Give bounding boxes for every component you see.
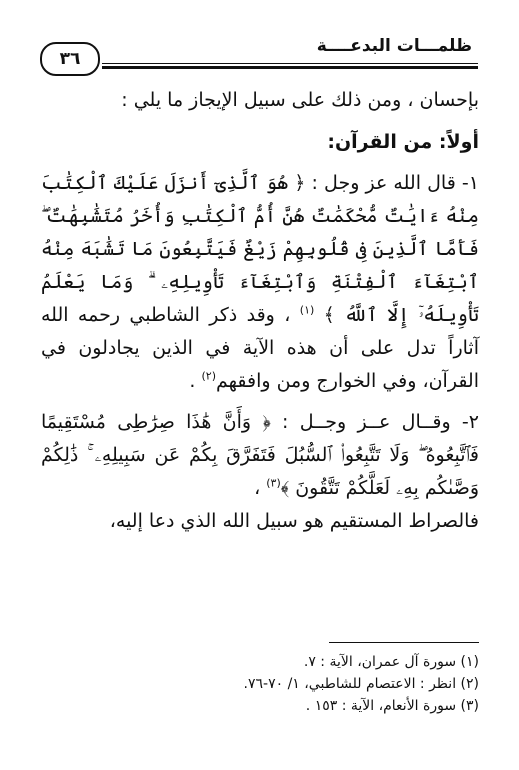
footnote-ref-2: (٢) [201,369,216,383]
intro-line: بإحسان ، ومن ذلك على سبيل الإيجاز ما يلي : [121,89,479,111]
item-1-verse: ﴿ هُوَ ٱلَّذِىٓ أَنزَلَ عَلَيْكَ ٱلْكِتَٰبَ مِنْهُ ءَايَٰتٌ مُّحْكَمَٰتٌ هُنَّ أُمُّ ٱلْكِتَٰبِ وَأُخَرُ مُتَشَٰبِهَٰتٌ ۖ فَأَمَّا ٱلَّذِينَ فِى قُلُوبِهِمْ زَيْغٌ فَيَتَّبِعُونَ مَا تَشَٰبَهَ مِنْهُ ٱبْتِغَآءَ ٱلْفِتْنَةِ وَٱبْتِغَآءَ تَأْوِيلِهِۦ ۗ وَمَا يَعْلَمُ تَأْوِيلَهُۥٓ إِلَّا ٱللَّهُ ﴾ [41,172,480,326]
item-2-verse: ﴿ وَأَنَّ هَٰذَا صِرَٰطِى مُسْتَقِيمًا فَٱتَّبِعُوهُ ۖ وَلَا تَتَّبِعُوا۟ ٱلسُّبُلَ فَتَفَرَّقَ بِكُمْ عَن سَبِيلِهِۦ ۚ ذَٰلِكُمْ وَصَّىٰكُم بِهِۦ لَعَلَّكُمْ تَتَّقُونَ ﴾ [41,411,479,499]
footnote-rule [329,642,479,643]
quran-item-1 [41,167,479,398]
item-1-end: . [189,370,196,392]
footnote-ref-3: (٣) [266,476,281,490]
footnotes [41,642,479,717]
item-1-commentary: ، وقد ذكر الشاطبي رحمه الله آثاراً تدل على أن هذه الآية في الذين يجادلون في القرآن، وفي الخوارج ومن وافقهم [41,304,479,392]
item-2-lead: ٢- وقــال عــز وجــل : [282,411,480,433]
item-1-lead: ١- قال الله عز وجل : [311,172,479,194]
footnote-ref-1: (١) [299,303,315,317]
footnote-3: (٣) سورة الأنعام، الآية : ١٥٣ . [305,698,479,714]
running-title: ظلمـــات البدعــــة [316,36,472,56]
section-heading: أولاً: من القرآن: [327,131,479,153]
quran-item-2 [41,406,479,505]
footnote-1: (١) سورة آل عمران، الآية : ٧. [303,654,479,670]
page-number: ٣٦ [40,42,100,76]
item-2-rest: ، [254,477,261,499]
footnote-2: (٢) انظر : الاعتصام للشاطبي، ١/ ٧٠-٧٦. [243,676,479,692]
header-rule [102,63,478,69]
running-header [40,34,478,70]
main-text [41,84,479,538]
closing-line: فالصراط المستقيم هو سبيل الله الذي دعا إليه، [109,510,479,532]
